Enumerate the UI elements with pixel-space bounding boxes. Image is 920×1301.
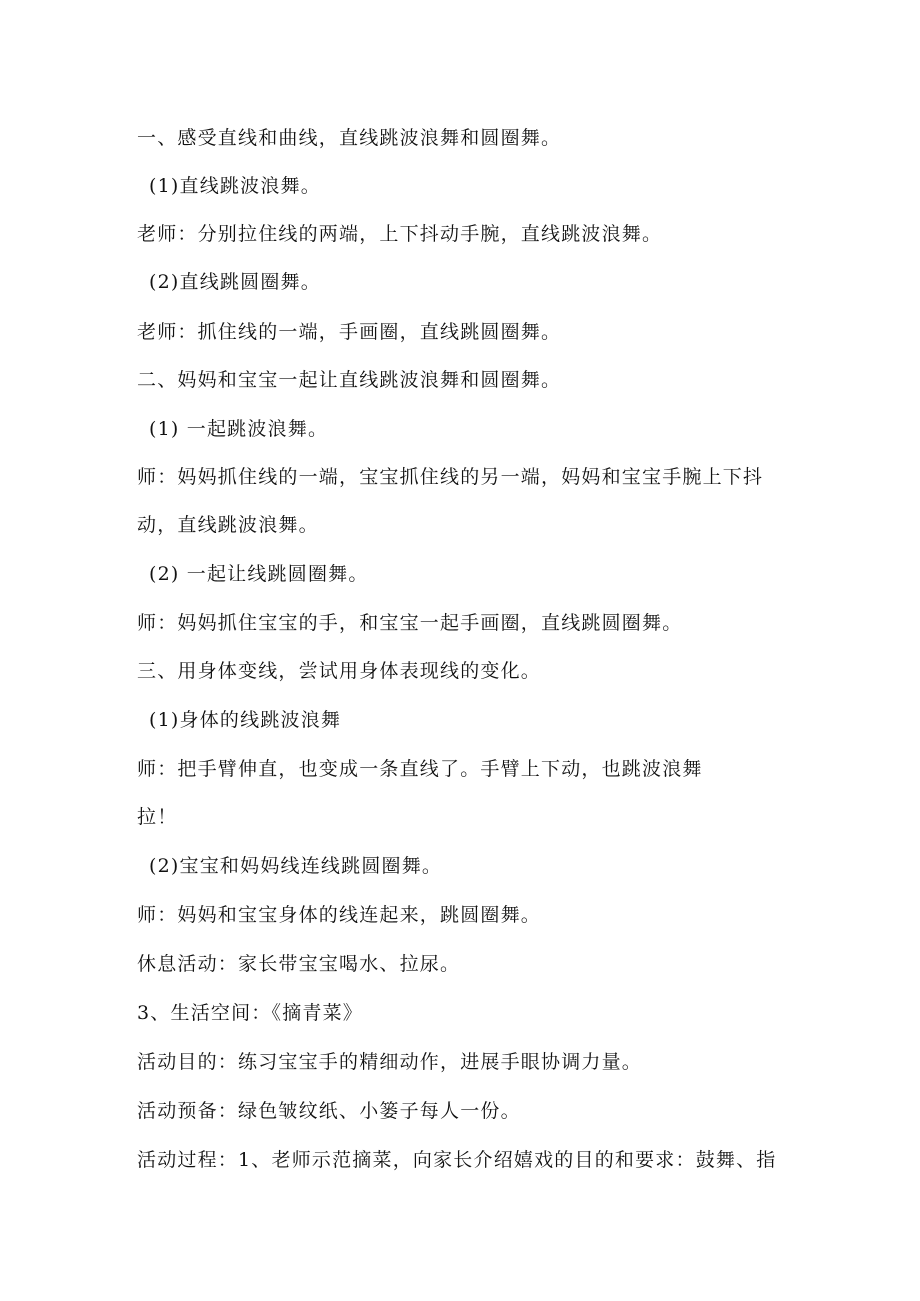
subsection-2-2: (2) 一起让线跳圆圈舞。 [149, 563, 369, 585]
subsection-1-1: (1)直线跳波浪舞。 [149, 175, 321, 197]
paragraph-line: 师：妈妈抓住宝宝的手，和宝宝一起手画圈，直线跳圆圈舞。 [137, 612, 683, 634]
paragraph-line: 师：妈妈抓住线的一端，宝宝抓住线的另一端，妈妈和宝宝手腕上下抖 [137, 466, 764, 488]
paragraph-line: 活动目的：练习宝宝手的精细动作，进展手眼协调力量。 [137, 1051, 643, 1073]
paragraph-line: 休息活动：家长带宝宝喝水、拉尿。 [137, 953, 461, 975]
subsection-3-2: (2)宝宝和妈妈线连线跳圆圈舞。 [149, 855, 443, 877]
paragraph-line: 师：妈妈和宝宝身体的线连起来，跳圆圈舞。 [137, 904, 542, 926]
paragraph-line: 活动过程：1、老师示范摘菜，向家长介绍嬉戏的目的和要求：鼓舞、指 [137, 1149, 777, 1171]
section-heading-1: 一、感受直线和曲线，直线跳波浪舞和圆圈舞。 [137, 127, 562, 149]
section-heading-2: 二、妈妈和宝宝一起让直线跳波浪舞和圆圈舞。 [137, 369, 562, 391]
subsection-2-1: (1) 一起跳波浪舞。 [149, 418, 329, 440]
section-heading-3: 三、用身体变线，尝试用身体表现线的变化。 [137, 660, 542, 682]
paragraph-line: 动，直线跳波浪舞。 [137, 514, 319, 536]
section-heading-4: 3、生活空间：《摘青菜》 [137, 1002, 363, 1024]
subsection-3-1: (1)身体的线跳波浪舞 [149, 709, 342, 731]
subsection-1-2: (2)直线跳圆圈舞。 [149, 271, 321, 293]
paragraph-line: 老师：分别拉住线的两端，上下抖动手腕，直线跳波浪舞。 [137, 223, 663, 245]
paragraph-line: 师：把手臂伸直，也变成一条直线了。手臂上下动，也跳波浪舞 [137, 758, 703, 780]
paragraph-line: 拉！ [137, 806, 178, 828]
paragraph-line: 老师：抓住线的一端，手画圈，直线跳圆圈舞。 [137, 321, 562, 343]
paragraph-line: 活动预备：绿色皱纹纸、小篓子每人一份。 [137, 1100, 521, 1122]
